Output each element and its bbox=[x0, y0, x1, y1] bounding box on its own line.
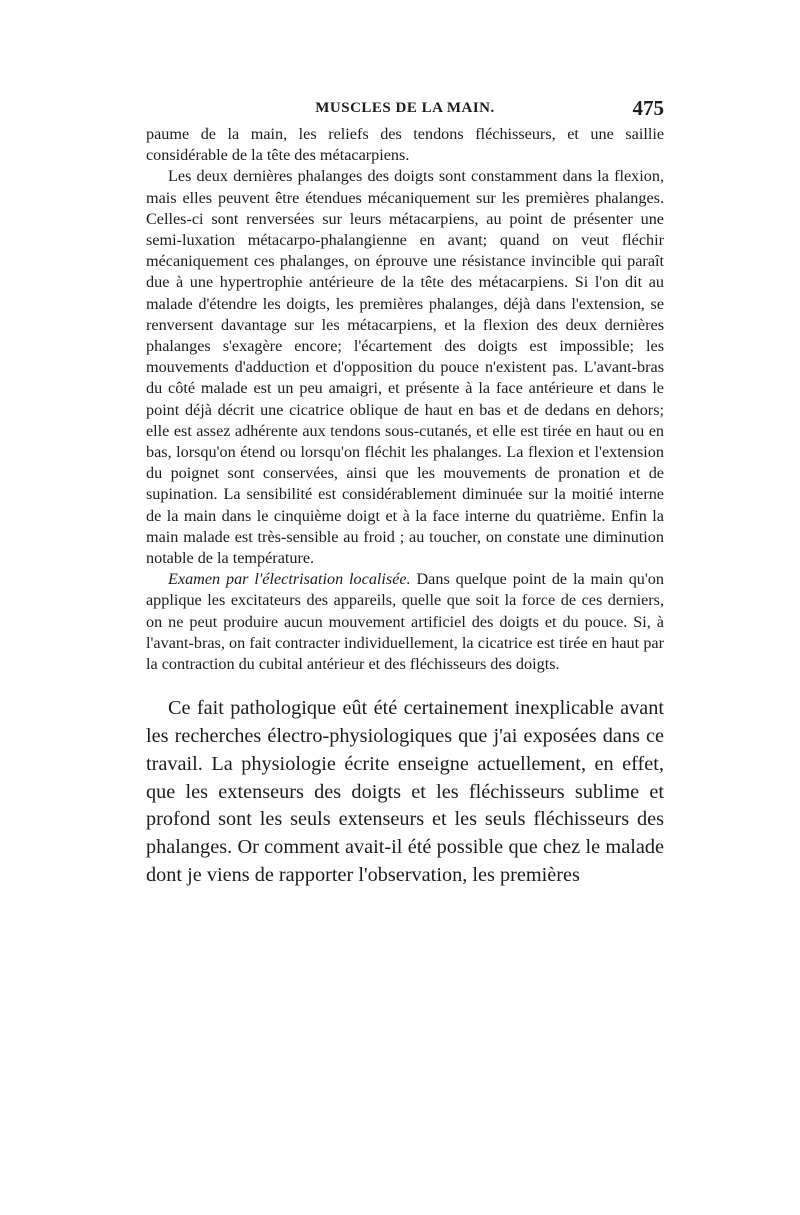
running-title: MUSCLES DE LA MAIN. bbox=[315, 100, 495, 116]
paragraph-continuation: paume de la main, les reliefs des tendons fléchisseurs, et une saillie considérable de la tête des métacarpiens. bbox=[146, 125, 664, 165]
commentary bbox=[146, 695, 664, 890]
page-number: 475 bbox=[632, 96, 664, 120]
section-heading-italic: Examen par l'électrisation localisée. bbox=[168, 570, 411, 589]
paragraph-symptoms: Les deux dernières phalanges des doigts sont constamment dans la flexion, mais elles peuvent être étendues mécaniquement sur les premières phalanges. Celles-ci sont renversées sur leurs métacarpiens, au point de présenter une semi-luxation métacarpo-phalangienne en avant; quand on veut fléchir mécaniquement ces phalanges, on éprouve une résistance invincible qui paraît due à une hypertrophie antérieure de la tête des métacarpiens. Si l'on dit au malade d'étendre les doigts, les premières phalanges, déjà dans l'extension, se renversent davantage sur les métacarpiens, et la flexion des deux dernières phalanges s'exagère encore; l'écartement des doigts est impossible; les mouvements d'adduction et d'opposition du pouce n'existent pas. L'avant-bras du côté malade est un peu amaigri, et présente à la face antérieure et dans le point déjà décrit une cicatrice oblique de haut en bas et de dedans en dehors; elle est assez adhérente aux tendons sous-cutanés, et elle est tirée en haut ou en bas, lorsqu'on étend ou lorsqu'on fléchit les phalanges. La flexion et l'extension du poignet sont conservées, ainsi que les mouvements de pronation et de supination. La sensibilité est considérablement diminuée sur la moitié interne de la main dans le cinquième doigt et à la face interne du quatrième. Enfin la main malade est très-sensible au froid ; au toucher, on constate une diminution notable de la température. bbox=[146, 167, 664, 568]
book-page bbox=[146, 96, 664, 890]
case-description bbox=[146, 124, 664, 675]
paragraph-electrisation-text: Dans quelque point de la main qu'on applique les excitateurs des appareils, quelle que soit la force de ces derniers, on ne peut produire aucun mouvement artificiel des doigts et du pouce. Si, à l'avant-bras, on fait contracter individuellement, la cicatrice est tirée en haut par la contraction du cubital antérieur et des fléchisseurs des doigts. bbox=[146, 570, 664, 674]
paragraph-commentary: Ce fait pathologique eût été certainement inexplicable avant les recherches électro-physiologiques que j'ai exposées dans ce travail. La physiologie écrite enseigne actuellement, en effet, que les extenseurs des doigts et les fléchisseurs sublime et profond sont les seuls extenseurs et les seuls fléchisseurs des phalanges. Or comment avait-il été possible que chez le malade dont je viens de rapporter l'observation, les premières bbox=[146, 697, 664, 887]
running-head bbox=[146, 96, 664, 120]
paragraph-electrisation bbox=[146, 569, 664, 675]
